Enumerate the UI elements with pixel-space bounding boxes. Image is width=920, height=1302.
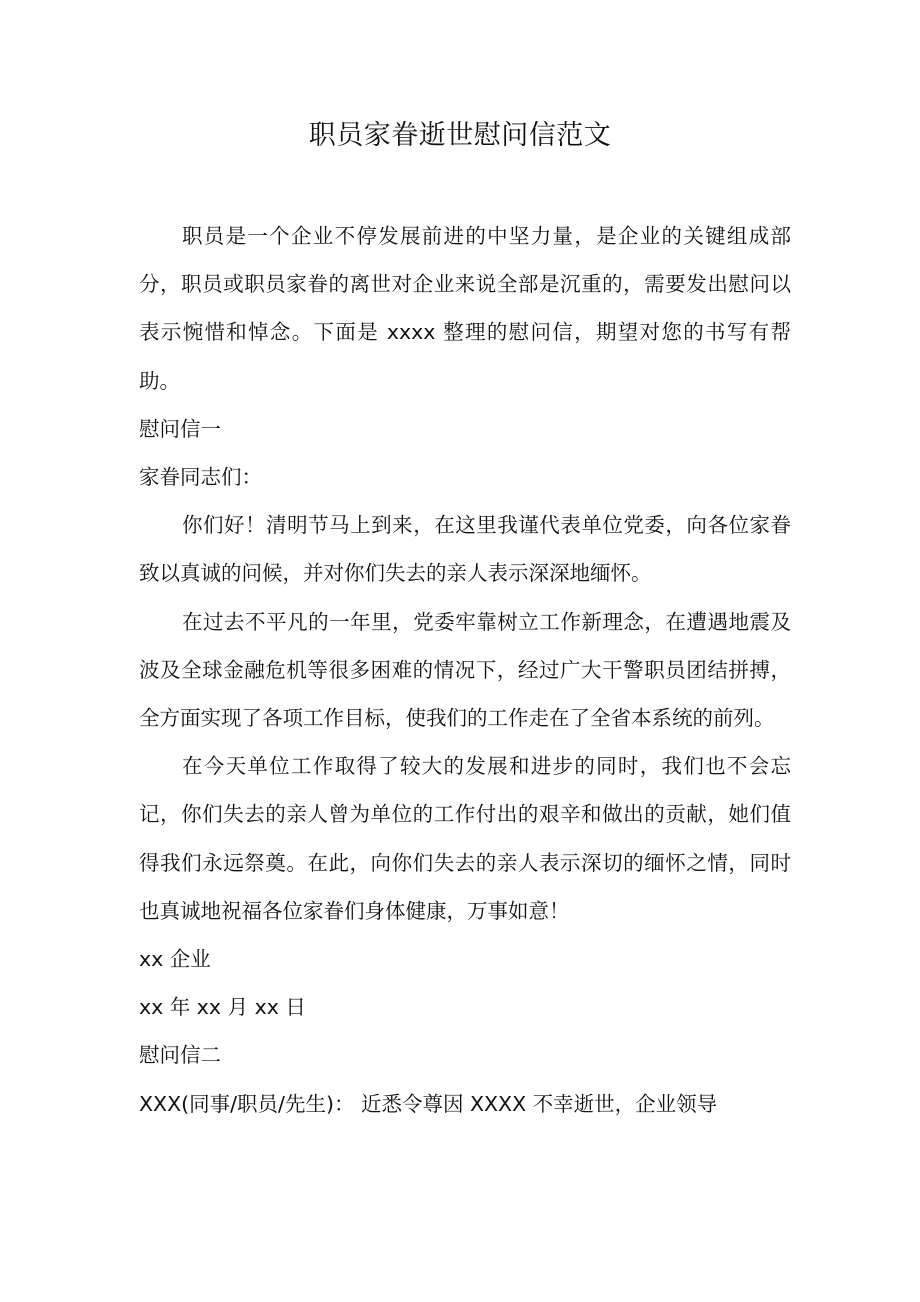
- letter-one-paragraph: 在今天单位工作取得了较大的发展和进步的同时，我们也不会忘记，你们失去的亲人曾为单位的工作付出的艰辛和做出的贡献，她们值得我们永远祭奠。在此，向你们失去的亲人表示深切的缅怀之情，同时也真诚地祝福各位家眷们身体健康，万事如意！: [139, 754, 791, 923]
- letter-one-heading: 慰问信一: [139, 416, 221, 441]
- intro-paragraph: 职员是一个企业不停发展前进的中坚力量，是企业的关键组成部分，职员或职员家眷的离世对企业来说全部是沉重的，需要发出慰问以表示惋惜和悼念。下面是 xxxx 整理的慰问信，期望对您的书写有帮助。: [139, 224, 791, 393]
- letter-two-heading: 慰问信二: [139, 1043, 221, 1068]
- letter-one-paragraph: 你们好！清明节马上到来，在这里我谨代表单位党委，向各位家眷致以真诚的问候，并对你们失去的亲人表示深深地缅怀。: [139, 513, 791, 586]
- document-body: [139, 212, 791, 1128]
- document-title: 职员家眷逝世慰问信范文: [308, 120, 612, 151]
- letter-one-paragraph: 在过去不平凡的一年里，党委牢靠树立工作新理念，在遭遇地震及波及全球金融危机等很多困难的情况下，经过广大干警职员团结拼搏，全方面实现了各项工作目标，使我们的工作走在了全省本系统的前列。: [139, 609, 791, 731]
- letter-one-salutation: 家眷同志们：: [139, 465, 262, 490]
- letter-one-signature: xx 企业: [139, 947, 211, 972]
- letter-two-opening: XXX(同事/职员/先生)： 近悉令尊因 XXXX 不幸逝世，企业领导: [139, 1091, 718, 1116]
- letter-one-date: xx 年 xx 月 xx 日: [139, 995, 306, 1020]
